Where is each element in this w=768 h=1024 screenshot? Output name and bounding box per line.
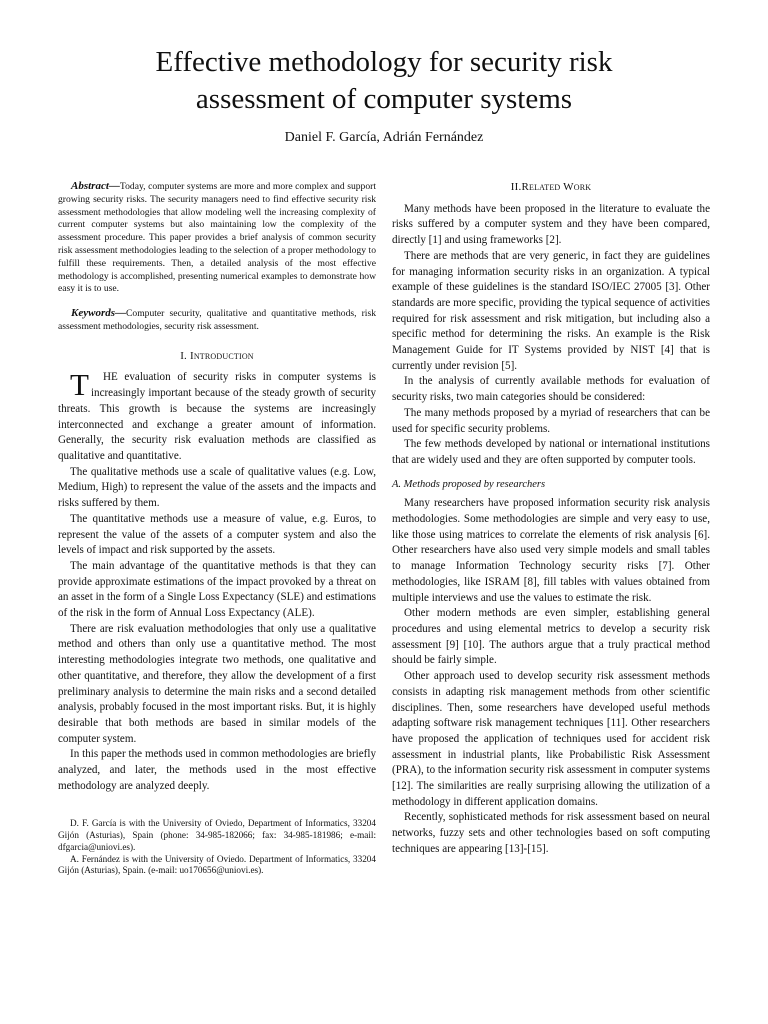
intro-paragraph: The main advantage of the quantitative methods is that they can provide approximate estimations of the impact provoked by a threat on an asset in the form of a Single Loss Expectancy (SLE) and estimations of the risk in the form of Annual Loss Expectancy (ALE). <box>58 559 376 620</box>
related-work-paragraph: Many methods have been proposed in the literature to evaluate the risks suffered by a computer system and they have been compared, directly [1] and using frameworks [2]. <box>392 202 710 247</box>
abstract <box>58 180 376 296</box>
related-work-paragraph: There are methods that are very generic, in fact they are guidelines for managing information security risks in an organization. A typical example of these guidelines is the standard ISO/IEC 27005 [3]. Other standards are more specific, providing the typical sequence of activities required for risk assessment and risk mitigation, but including also a specific method for determining the risks. An example is the Risk Management Guide for IT Systems provided by NIST [4] that is currently under revision [5]. <box>392 249 710 372</box>
left-column <box>58 180 376 877</box>
section-heading-introduction: I. Introduction <box>180 349 254 362</box>
paper-title <box>60 44 708 118</box>
methods-paragraph: Other modern methods are even simpler, establishing general procedures and using elemental metrics to develop a security risk assessment [9] [10]. The authors argue that a truly practical method should be fairly simple. <box>392 607 710 667</box>
related-work-paragraph: In the analysis of currently available methods for evaluation of security risks, two main categories should be considered: <box>392 375 710 404</box>
author-footnotes <box>58 818 376 877</box>
intro-paragraph: The quantitative methods use a measure of value, e.g. Euros, to represent the value of the assets of a computer system and also the levels of impact and risk supported by the assets. <box>58 512 376 557</box>
drop-cap: T <box>70 367 89 403</box>
related-work-paragraph: The many methods proposed by a myriad of researchers that can be used for specific security problems. <box>392 406 710 435</box>
subsection-heading-methods-researchers: A. Methods proposed by researchers <box>392 478 546 490</box>
methods-paragraph: Many researchers have proposed information security risk analysis methodologies. Some methodologies are simple and very easy to use, like those using matrices to correlate the elements of risk analysis [6]. Other researchers have also used very simple models and small tables to manage Information Technology security risks [7]. Other methodologies, like ISRAM [8], fill tables with values obtained from multiple interviews and use the values to estimate the risk. <box>392 497 710 604</box>
footnote: D. F. García is with the University of Oviedo, Department of Informatics, 33204 Gijón (Asturias), Spain (phone: 34-985-182066; fax: 34-985-181986; e-mail: dfgarcia@uniovi.es). <box>58 818 376 852</box>
intro-paragraph-text: HE evaluation of security risks in computer systems is increasingly important because of the steady growth of security threats. This growth is because the systems are increasingly interconnected and exchange a greater amount of information. Generally, the security risk evaluation methods are classified as qualitative and quantitative. <box>58 371 376 462</box>
title-line-2: assessment of computer systems <box>195 83 573 115</box>
intro-paragraph: In this paper the methods used in common methodologies are briefly analyzed, and later, the methods used in the most effective methodology are analyzed deeply. <box>58 748 376 792</box>
methods-paragraph: Recently, sophisticated methods for risk assessment based on neural networks, fuzzy sets and other technologies based on soft computing techniques are appearing [13]-[15]. <box>392 811 710 855</box>
footnote: A. Fernández is with the University of Oviedo. Department of Informatics, 33204 Gijón (Asturias), Spain. (e-mail: uo170656@uniovi.es). <box>58 853 376 876</box>
methods-paragraph: Other approach used to develop security risk assessment methods consists in adapting risk management methods from other scientific disciplines. Then, some researchers have developed useful methods adapting software risk management techniques [11]. Other researchers have proposed the application of techniques used for accident risk assessment in industrial plants, like Probabilistic Risk Assessment (PRA), to the information security risk assessment in computer systems [12]. The similarities are really surprising allowing the utilization of a methodology in different application domains. <box>392 670 710 808</box>
abstract-lead: Abstract— <box>71 180 120 192</box>
abstract-text: Today, computer systems are more and more complex and support growing security risks. The security managers need to find effective security risk assessment methodologies that allow modeling well the increasing complexity of current computer systems but also maintaining low the complexity of the assessment procedure. This paper provides a brief analysis of common security risk assessment methodologies leading to the selection of a proper methodology to fulfill these requirements. Then, a detailed analysis of the most effective methodology is accomplished, presenting numerical examples to demonstrate how easy it is to use. <box>58 181 376 295</box>
intro-paragraph <box>58 367 376 464</box>
related-work-paragraph: The few methods developed by national or international institutions that are widely used and they are often supported by computer tools. <box>392 438 710 466</box>
author-list: Daniel F. García, Adrián Fernández <box>284 130 484 145</box>
right-column <box>392 180 710 858</box>
keywords <box>58 307 376 334</box>
intro-paragraph: The qualitative methods use a scale of qualitative values (e.g. Low, Medium, High) to represent the value of the assets and the impacts and risks suffered by them. <box>58 465 376 510</box>
keywords-lead: Keywords— <box>71 307 126 320</box>
section-heading-related-work: II.Related Work <box>510 181 592 193</box>
title-line-1: Effective methodology for security risk <box>155 46 613 78</box>
keywords-text: Computer security, qualitative and quantitative methods, risk assessment methodologies, security risk assessment. <box>58 308 376 332</box>
intro-paragraph: There are risk evaluation methodologies that only use a qualitative method and others than only use a quantitative method. The most interesting methodologies integrate two methods, one qualitative and other quantitative, and therefore, they allow the development of a first preliminary analysis to determine the main risks and a second detailed analysis, probably focused in the most important risks. But, it is highly desirable that both methods are based in similar models of the computer system. <box>58 622 376 745</box>
